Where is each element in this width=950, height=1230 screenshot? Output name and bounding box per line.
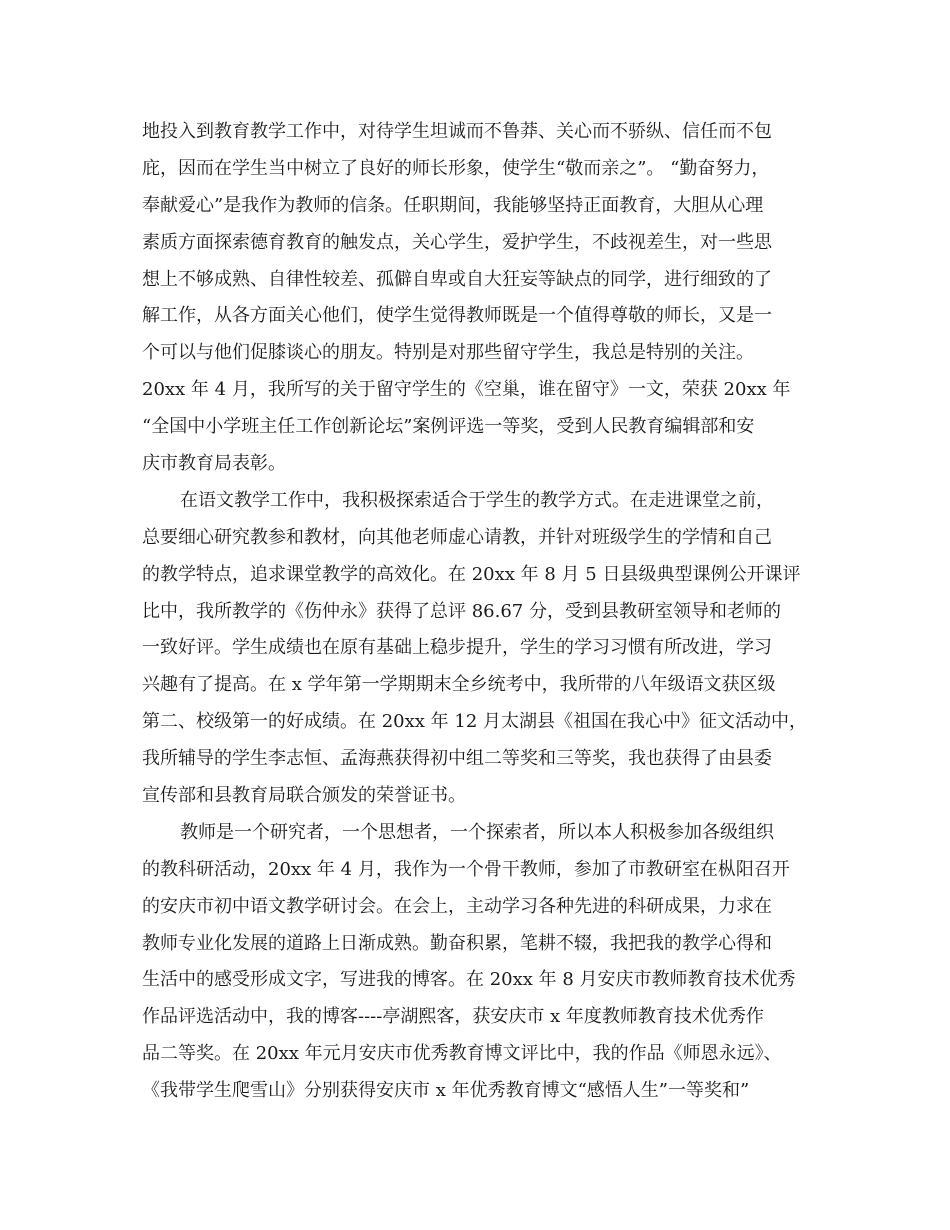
text-line: 20xx 年 4 月，我所写的关于留守学生的《空巢，谁在留守》一文，荣获 20xx 年	[142, 379, 791, 401]
text-line: 庆市教育局表彰。	[142, 453, 286, 475]
text-line: 的教学特点，追求课堂教学的高效化。在 20xx 年 8 月 5 日县级典型课例公开课评	[142, 563, 801, 585]
text-line: 地投入到教育教学工作中，对待学生坦诚而不鲁莽、关心而不骄纵、信任而不包	[142, 121, 772, 142]
text-line: 庇，因而在学生当中树立了良好的师长形象，使学生“敬而亲之”。 “勤奋努力，	[142, 157, 770, 179]
text-line: 教师专业化发展的道路上日渐成熟。勤奋积累，笔耕不辍，我把我的教学心得和	[142, 932, 772, 954]
text-line: 想上不够成熟、自律性较差、孤僻自卑或自大狂妄等缺点的同学，进行细致的了	[142, 268, 772, 290]
text-line: 总要细心研究教参和教材，向其他老师虚心请教，并针对班级学生的学情和自己	[142, 526, 772, 548]
text-line: 兴趣有了提高。在 x 学年第一学期期末全乡统考中，我所带的八年级语文获区级	[142, 674, 776, 696]
text-line: 个可以与他们促膝谈心的朋友。特别是对那些留守学生，我总是特别的关注。	[142, 342, 754, 364]
text-line: 《我带学生爬雪山》分别获得安庆市 x 年优秀教育博文“感悟人生”一等奖和”	[142, 1080, 750, 1102]
text-line: “全国中小学班主任工作创新论坛”案例评选一等奖，受到人民教育编辑部和安	[142, 416, 755, 438]
text-line: 作品评选活动中，我的博客----亭湖熙客，获安庆市 x 年度教师教育技术优秀作	[142, 1006, 764, 1028]
text-line: 比中，我所教学的《伤仲永》获得了总评 86.67 分，受到县教研室领导和老师的	[142, 600, 781, 622]
text-line: 的安庆市初中语文教学研讨会。在会上，主动学习各种先进的科研成果，力求在	[142, 895, 772, 917]
text-line: 宣传部和县教育局联合颁发的荣誉证书。	[142, 785, 466, 807]
text-line: 的教科研活动，20xx 年 4 月，我作为一个骨干教师，参加了市教研室在枞阳召开	[142, 858, 790, 880]
text-line: 一致好评。学生成绩也在原有基础上稳步提升，学生的学习习惯有所改进，学习	[142, 637, 772, 659]
text-line: 解工作，从各方面关心他们，使学生觉得教师既是一个值得尊敬的师长，又是一	[142, 305, 772, 327]
paragraph-start-line: 在语文教学工作中，我积极探索适合于学生的教学方式。在走进课堂之前，	[180, 489, 774, 511]
text-line: 我所辅导的学生李志恒、孟海燕获得初中组二等奖和三等奖，我也获得了由县委	[142, 748, 772, 770]
paragraph-start-line: 教师是一个研究者，一个思想者，一个探索者，所以本人积极参加各级组织	[180, 821, 774, 843]
text-line: 品二等奖。在 20xx 年元月安庆市优秀教育博文评比中，我的作品《师恩永远》、	[142, 1043, 782, 1065]
text-line: 奉献爱心”是我作为教师的信条。任职期间，我能够坚持正面教育，大胆从心理	[142, 194, 764, 216]
document-page	[142, 114, 832, 1110]
text-line: 素质方面探索德育教育的触发点，关心学生，爱护学生，不歧视差生，对一些思	[142, 231, 772, 253]
text-line: 生活中的感受形成文字，写进我的博客。在 20xx 年 8 月安庆市教师教育技术优秀	[142, 969, 796, 991]
text-line: 第二、校级第一的好成绩。在 20xx 年 12 月太湖县《祖国在我心中》征文活动中，	[142, 711, 807, 733]
